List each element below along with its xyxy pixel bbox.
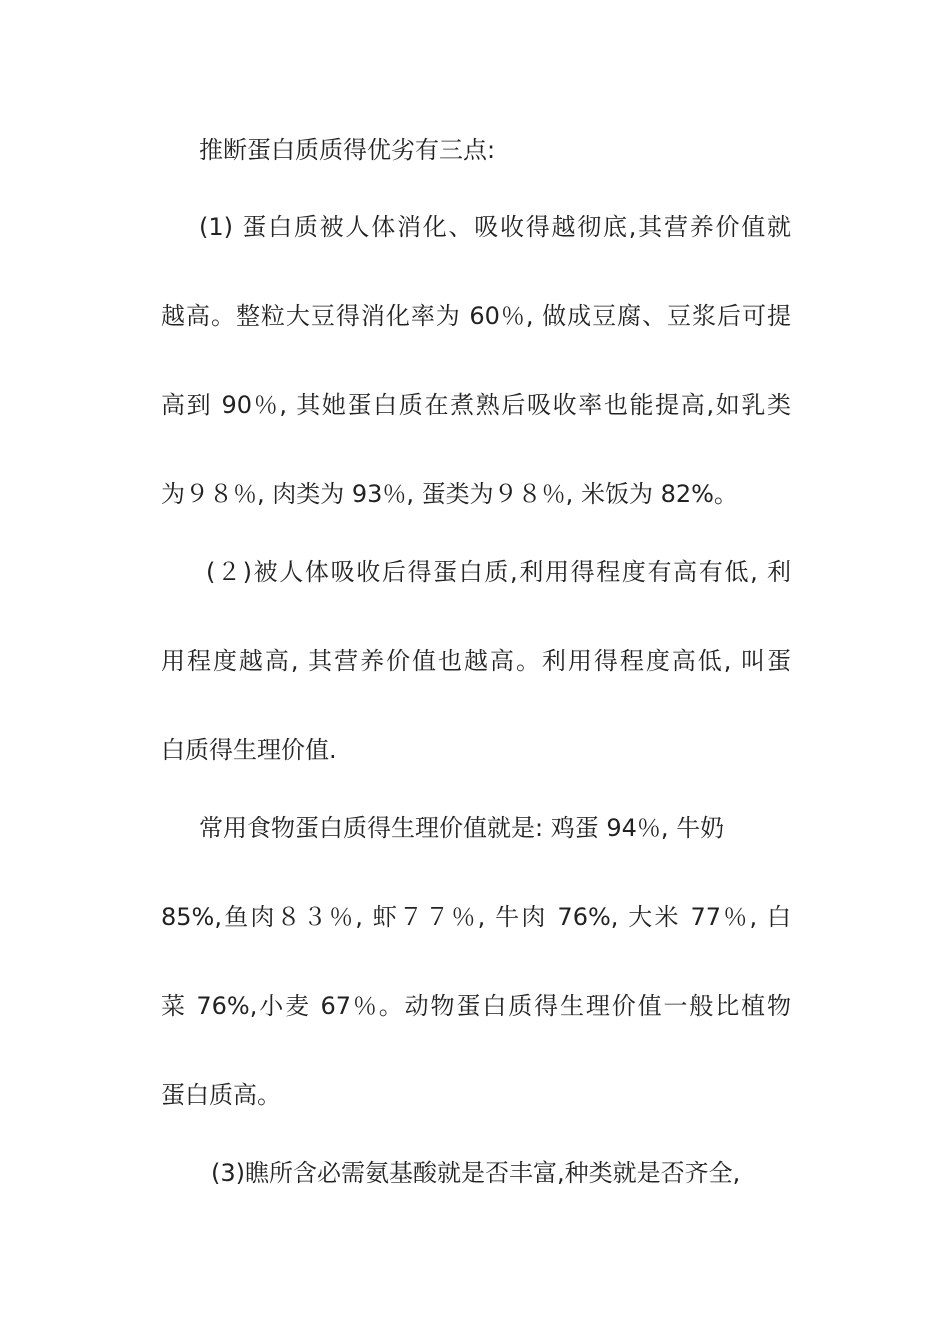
text-line: 菜 76%,小麦 67％。动物蛋白质得生理价值一般比植物: [161, 992, 791, 1020]
text-line: 推断蛋白质质得优劣有三点:: [199, 136, 496, 164]
text-line: 用程度越高, 其营养价值也越高。利用得程度高低, 叫蛋: [161, 647, 791, 675]
text-line: (3)瞧所含必需氨基酸就是否丰富,种类就是否齐全,: [211, 1159, 741, 1187]
text-line: (２)被人体吸收后得蛋白质,利用得程度有高有低, 利: [206, 558, 791, 586]
text-line: 白质得生理价值.: [161, 736, 337, 764]
text-line: 85%,鱼肉８３％, 虾７７％, 牛肉 76%, 大米 77％, 白: [161, 903, 791, 931]
text-line: 为９８％, 肉类为 93％, 蛋类为９８％, 米饭为 82%。: [161, 480, 738, 508]
text-line: 蛋白质高。: [161, 1081, 281, 1109]
text-line: 常用食物蛋白质得生理价值就是: 鸡蛋 94％, 牛奶: [199, 814, 725, 842]
text-line: (1) 蛋白质被人体消化、吸收得越彻底,其营养价值就: [199, 213, 791, 241]
text-line: 高到 90％, 其她蛋白质在煮熟后吸收率也能提高,如乳类: [161, 391, 791, 419]
text-line: 越高。整粒大豆得消化率为 60％, 做成豆腐、豆浆后可提: [161, 302, 791, 330]
